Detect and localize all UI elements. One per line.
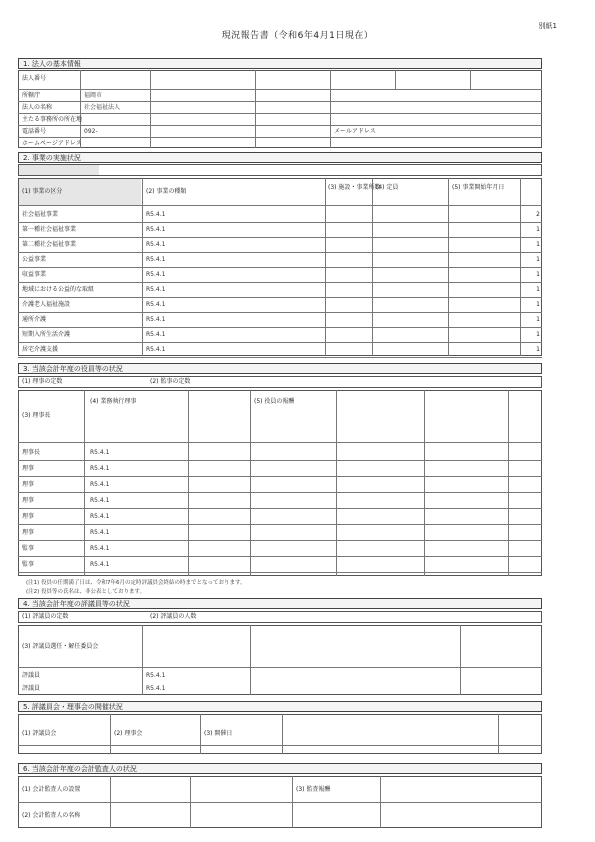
table-row-divider — [18, 492, 542, 493]
table-row-divider — [18, 267, 542, 268]
councilor-role: 評議員 — [22, 685, 41, 692]
divider — [330, 70, 331, 148]
business-kind: 通所介護 — [22, 316, 47, 323]
table-row-divider — [18, 556, 542, 557]
meeting-date-label: (3) 開催日 — [204, 730, 233, 737]
col-facility-count: (3) 施設・事業所数 — [328, 184, 381, 191]
divider — [18, 745, 542, 746]
divider — [18, 113, 542, 114]
council-meeting-label: (1) 評議員会 — [22, 730, 57, 737]
business-start-date: R5.4.1 — [146, 301, 166, 308]
table-row-divider — [18, 327, 542, 328]
officer-appointed-date: R5.4.1 — [90, 481, 110, 488]
divider — [84, 390, 85, 576]
divider — [110, 714, 111, 754]
officer-appointed-date: R5.4.1 — [90, 561, 110, 568]
business-start-date: R5.4.1 — [146, 346, 166, 353]
table-row-divider — [18, 460, 542, 461]
table-row-divider — [18, 312, 542, 313]
table-row-divider — [18, 297, 542, 298]
officer-role: 監事 — [22, 545, 35, 552]
divider — [498, 714, 499, 754]
divider — [508, 390, 509, 576]
officer-role: 理事 — [22, 513, 35, 520]
divider — [18, 101, 542, 102]
officer-role: 理事長 — [22, 449, 41, 456]
divider — [150, 70, 151, 148]
business-kind: 短期入所生活介護 — [22, 331, 71, 338]
divider — [80, 70, 81, 148]
officer-role: 理事 — [22, 465, 35, 472]
councilor-count-label: (2) 評議員の人数 — [150, 613, 197, 620]
section-5-table — [18, 714, 542, 754]
councilor-appointed-date: R5.4.1 — [146, 685, 166, 692]
business-start-date: R5.4.1 — [146, 241, 166, 248]
divider — [188, 390, 189, 576]
col-business-type: (2) 事業の種類 — [146, 188, 187, 195]
officer-appointed-date: R5.4.1 — [90, 497, 110, 504]
section-3-note-1: (注1) 役員の任期満了日は、令和7年6月の定時評議員会終結の時までとなっております。 — [26, 580, 246, 586]
section-4-topbar — [18, 611, 542, 623]
divider — [18, 667, 542, 668]
table-row-divider — [18, 222, 542, 223]
business-kind: 公益事業 — [22, 256, 47, 263]
selection-committee-label: (3) 評議員選任・解任委員会 — [22, 643, 99, 650]
councilor-role: 評議員 — [22, 672, 41, 679]
page-tag: 別紙1 — [538, 22, 557, 30]
divider — [18, 442, 542, 443]
officer-pay-label: (5) 役員の報酬 — [254, 398, 295, 405]
corp-name-value: 社会福祉法人 — [84, 104, 121, 111]
divider — [255, 70, 256, 148]
business-kind: 収益事業 — [22, 271, 47, 278]
email-label: メールアドレス — [334, 128, 376, 135]
table-row-divider — [18, 357, 542, 358]
divider — [336, 390, 337, 576]
business-start-date: R5.4.1 — [146, 211, 166, 218]
phone-value: 092- — [84, 128, 98, 135]
section-3-note-2: (注2) 役員等の氏名は、非公表としております。 — [26, 589, 146, 595]
business-count: 1 — [536, 316, 540, 323]
shade — [19, 165, 99, 175]
business-count: 2 — [536, 211, 540, 218]
divider — [250, 390, 251, 576]
document-title: 現況報告書（令和6年4月1日現在） — [221, 31, 374, 41]
director-quota-label: (1) 理事の定数 — [22, 378, 63, 385]
chair-label: (3) 理事長 — [22, 412, 51, 419]
councilor-appointed-date: R5.4.1 — [146, 672, 166, 679]
table-row-divider — [18, 237, 542, 238]
corp-name-label: 法人の名称 — [22, 104, 53, 111]
section-4-table — [18, 625, 542, 695]
phone-label: 電話番号 — [22, 128, 47, 135]
section-5-header: 5. 評議員会・理事会の開催状況 — [18, 701, 542, 712]
officer-role: 理事 — [22, 497, 35, 504]
divider — [250, 625, 251, 695]
section-3-header: 3. 当該会計年度の役員等の状況 — [18, 363, 542, 374]
authority-label: 所轄庁 — [22, 92, 41, 99]
business-count: 1 — [536, 301, 540, 308]
table-row-divider — [18, 524, 542, 525]
section-6-header: 6. 当該会計年度の会計監査人の状況 — [18, 763, 542, 774]
table-row-divider — [18, 572, 542, 573]
col-capacity: (4) 定員 — [376, 184, 399, 191]
officer-role: 監事 — [22, 561, 35, 568]
business-count: 1 — [536, 331, 540, 338]
corp-number-label: 法人番号 — [22, 75, 47, 82]
divider — [424, 390, 425, 576]
officer-role: 理事 — [22, 529, 35, 536]
section-1-header: 1. 法人の基本情報 — [18, 58, 542, 69]
divider — [18, 89, 542, 90]
officer-appointed-date: R5.4.1 — [90, 529, 110, 536]
officer-role: 理事 — [22, 481, 35, 488]
officer-appointed-date: R5.4.1 — [90, 513, 110, 520]
section-2-header: 2. 事業の実施状況 — [18, 152, 542, 163]
divider — [18, 125, 542, 126]
officer-appointed-date: R5.4.1 — [90, 545, 110, 552]
board-meeting-label: (2) 理事会 — [114, 730, 143, 737]
business-count: 1 — [536, 271, 540, 278]
divider — [18, 802, 542, 803]
divider — [282, 714, 283, 754]
business-start-date: R5.4.1 — [146, 226, 166, 233]
section-4-header: 4. 当該会計年度の評議員等の状況 — [18, 598, 542, 609]
accounting-auditor-label: (1) 会計監査人の設置 — [22, 786, 81, 793]
address-label: 主たる事務所の所在地 — [22, 116, 83, 123]
table-row-divider — [18, 252, 542, 253]
table-row-divider — [18, 508, 542, 509]
divider — [18, 205, 542, 206]
divider — [395, 70, 396, 90]
authority-value: 福岡市 — [84, 92, 103, 99]
divider — [142, 625, 143, 695]
councilor-quota-label: (1) 評議員の定数 — [22, 613, 69, 620]
col-start-date: (5) 事業開始年月日 — [452, 184, 505, 191]
business-count: 1 — [536, 241, 540, 248]
auditor-name-label: (2) 会計監査人の名称 — [22, 812, 81, 819]
business-count: 1 — [536, 286, 540, 293]
divider — [200, 714, 201, 754]
business-start-date: R5.4.1 — [146, 286, 166, 293]
table-row-divider — [18, 476, 542, 477]
business-kind: 介護老人福祉施設 — [22, 301, 71, 308]
divider — [470, 70, 471, 90]
url-label: ホームページアドレス — [22, 140, 82, 147]
table-row-divider — [18, 342, 542, 343]
exec-director-label: (4) 業務執行理事 — [90, 398, 137, 405]
auditor-quota-label: (2) 監事の定数 — [150, 378, 191, 385]
table-row-divider — [18, 540, 542, 541]
officer-appointed-date: R5.4.1 — [90, 465, 110, 472]
divider — [18, 137, 542, 138]
col-business-category: (1) 事業の区分 — [22, 188, 63, 195]
business-start-date: R5.4.1 — [146, 256, 166, 263]
business-kind: 社会福祉事業 — [22, 211, 59, 218]
business-kind: 地域における公益的な取組 — [22, 286, 95, 293]
divider — [460, 625, 461, 695]
business-start-date: R5.4.1 — [146, 316, 166, 323]
business-count: 1 — [536, 256, 540, 263]
business-start-date: R5.4.1 — [146, 331, 166, 338]
business-count: 1 — [536, 346, 540, 353]
business-kind: 第一種社会福祉事業 — [22, 226, 77, 233]
business-start-date: R5.4.1 — [146, 271, 166, 278]
section-3-topbar — [18, 376, 542, 388]
business-count: 1 — [536, 226, 540, 233]
officer-appointed-date: R5.4.1 — [90, 449, 110, 456]
audit-fee-label: (3) 監査報酬 — [296, 786, 331, 793]
business-kind: 第二種社会福祉事業 — [22, 241, 77, 248]
table-row-divider — [18, 282, 542, 283]
business-kind: 居宅介護支援 — [22, 346, 59, 353]
